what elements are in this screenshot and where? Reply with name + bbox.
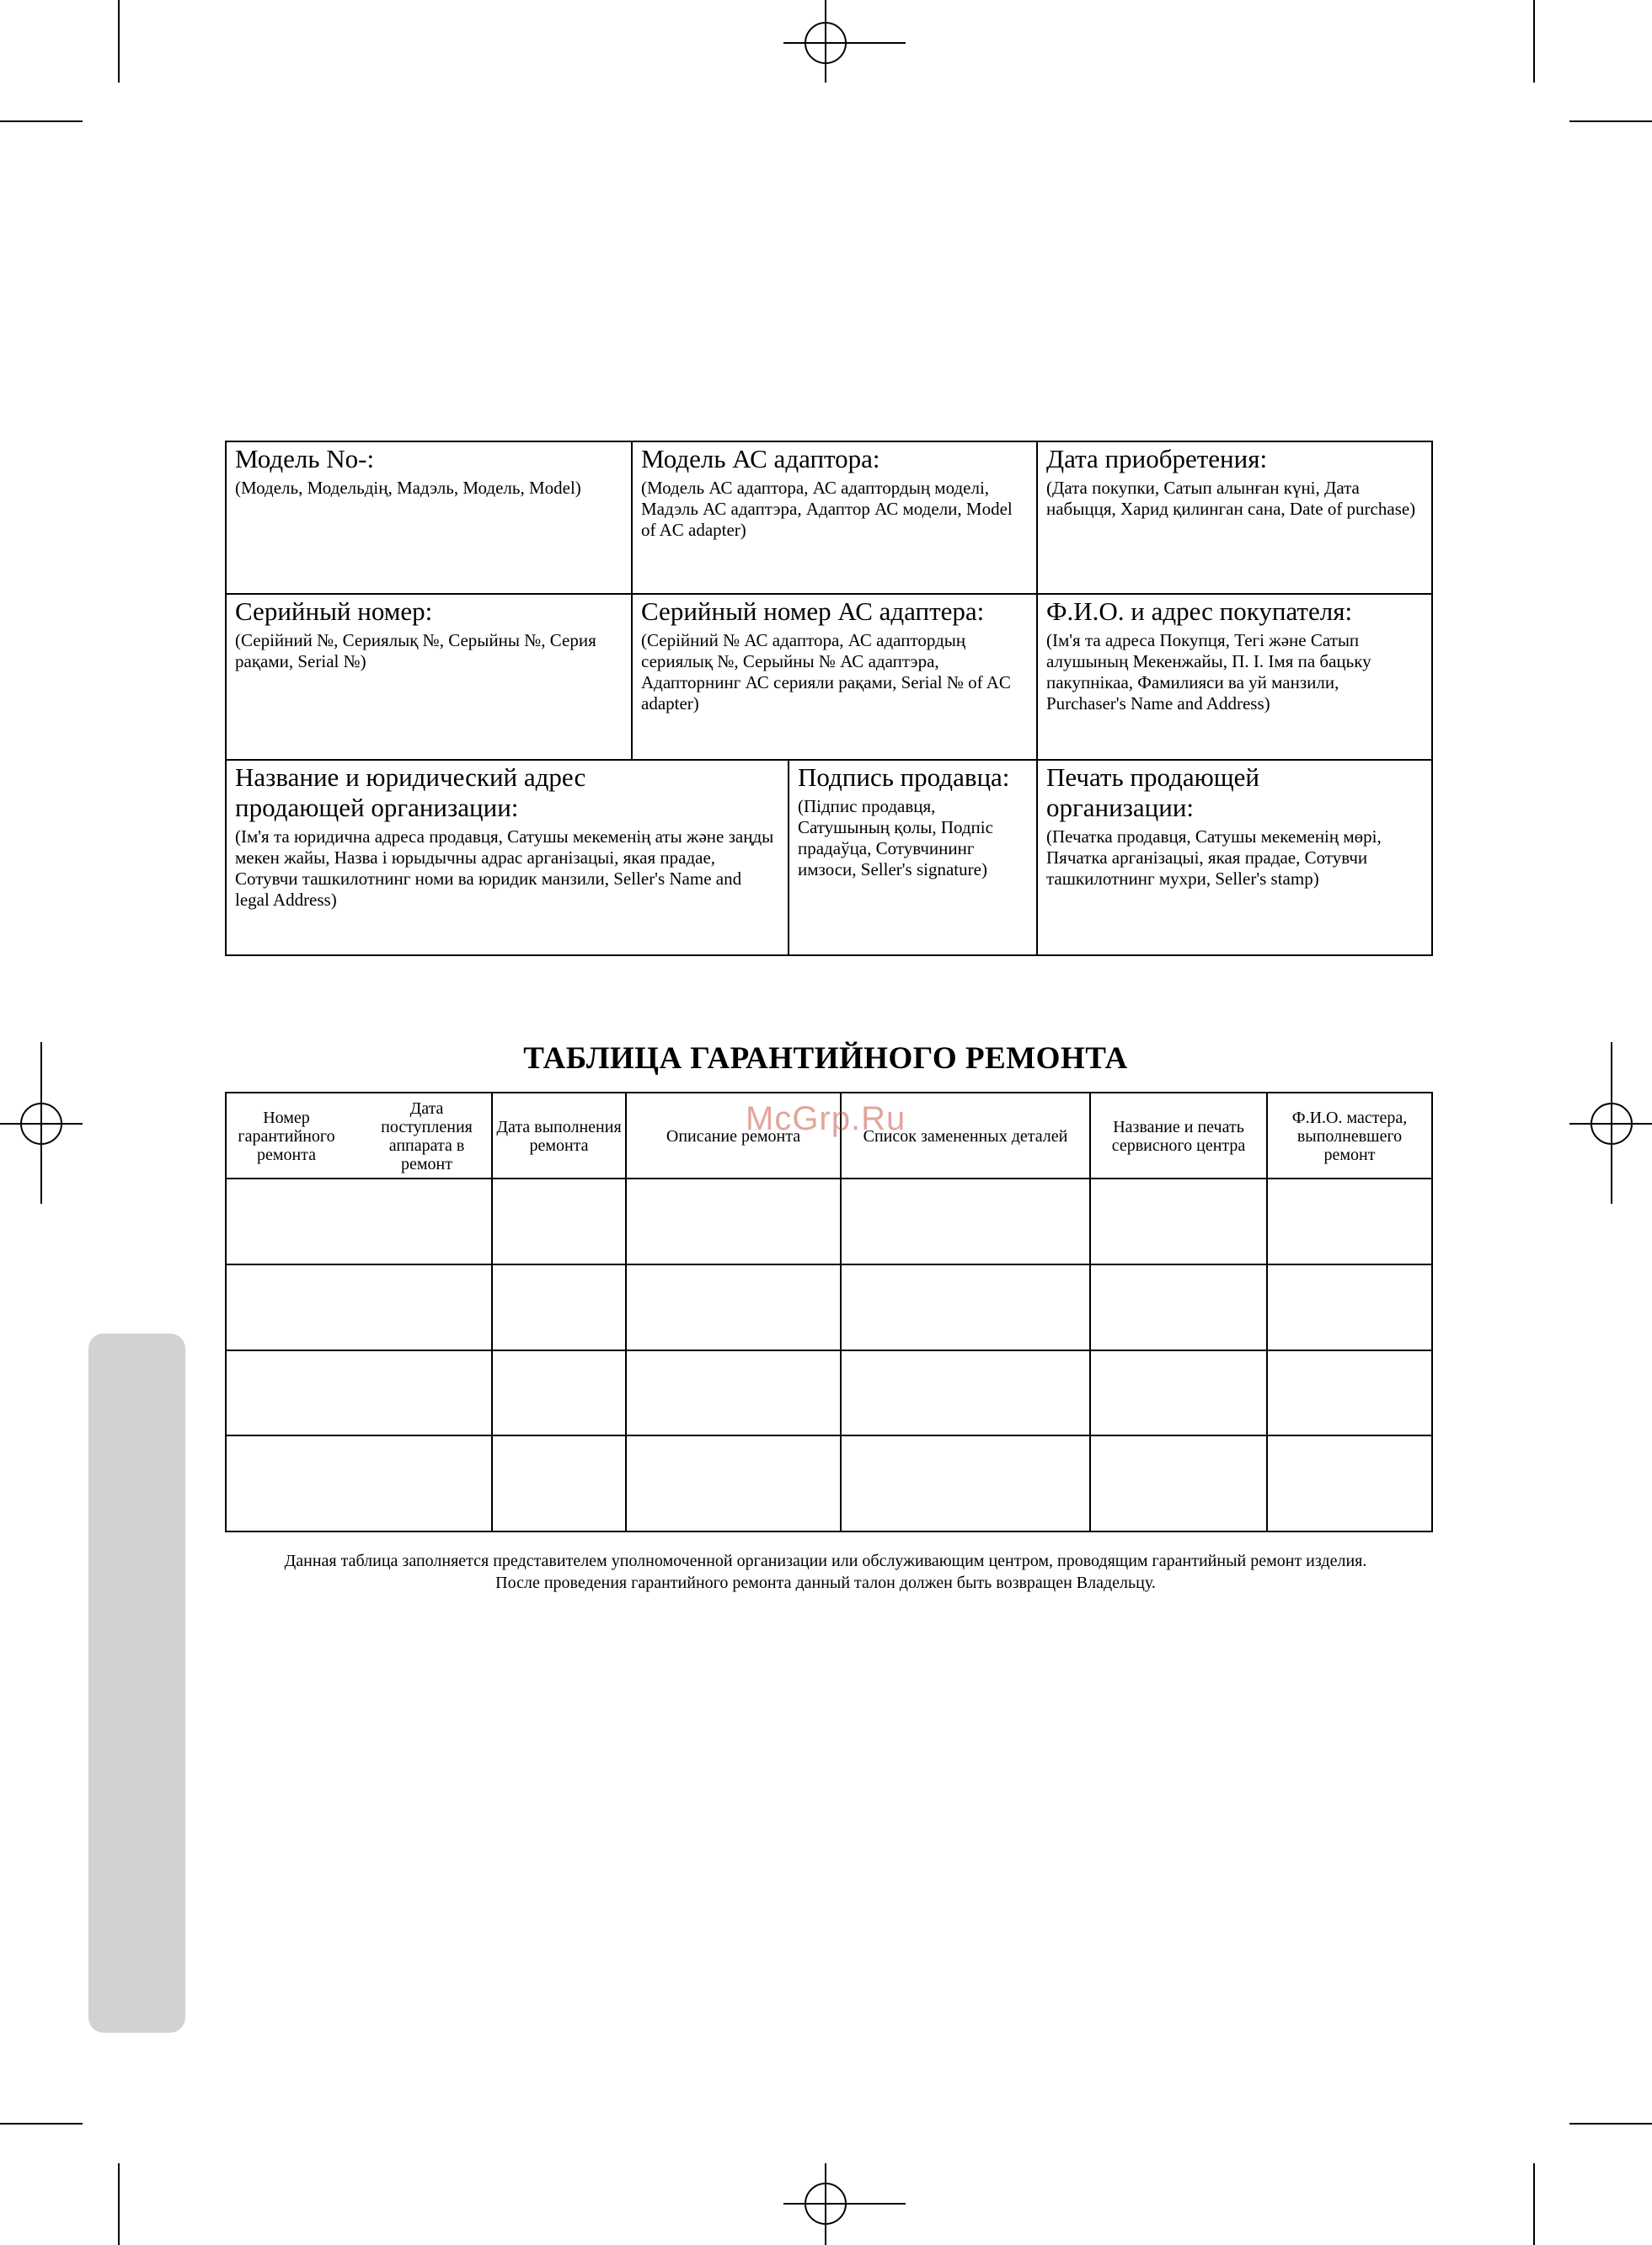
ac-model-label: Модель АС адаптора: <box>641 444 880 473</box>
purchase-date-sub: (Дата покупки, Сатып алынған күні, Дата набыцця, Харид қилинган сана, Date of purchase) <box>1046 478 1416 519</box>
seller-sign-sub: (Підпис продавця, Сатушының қолы, Подпіс прадаўца, Сотувчининг имзоси, Seller's signature) <box>798 796 993 879</box>
seller-org-sub: (Ім'я та юридична адреса продавця, Сатушы мекеменің аты және заңды мекен жайы, Назва і юрыдычны адрас арганізацыі, якая прадае, Сотувчи ташкилотнинг номи ва юридик манзили, Seller's Name and legal Address) <box>235 826 774 910</box>
header-repair-description: Описание ремонта <box>666 1127 801 1146</box>
model-label: Модель No-: <box>235 444 375 473</box>
table-row[interactable] <box>227 1265 1431 1350</box>
serial-cell[interactable] <box>227 595 631 759</box>
buyer-sub: (Ім'я та адреса Покупця, Тегі және Сатып алушының Мекенжайы, П. І. Імя па бацьку пакупнікаа, Фамилияси ва уй манзили, Purchaser's Name and Address) <box>1046 630 1371 714</box>
purchase-date-label: Дата приобретения: <box>1046 444 1268 473</box>
seller-sign-cell[interactable] <box>789 761 1036 954</box>
seller-stamp-sub: (Печатка продавця, Сатушы мекеменің мөрі, Пячатка арганізацыі, якая прадае, Сотувчи ташкилотнинг мухри, Seller's stamp) <box>1046 826 1382 889</box>
ac-serial-cell[interactable] <box>633 595 1036 759</box>
seller-org-label: Название и юридический адрес продающей организации: <box>235 762 586 822</box>
seller-sign-label: Подпись продавца: <box>798 762 1010 792</box>
model-cell[interactable] <box>227 442 631 593</box>
header-completed-date: Дата выполнения ремонта <box>496 1118 622 1155</box>
serial-sub: (Серійний №, Сериялық №, Серыйны №, Серия рақами, Serial №) <box>235 630 596 671</box>
table-row[interactable] <box>227 1436 1431 1531</box>
seller-stamp-cell[interactable] <box>1038 761 1431 954</box>
purchase-date-cell[interactable] <box>1038 442 1431 593</box>
seller-org-cell[interactable] <box>227 761 788 954</box>
seller-stamp-label: Печать продающей организации: <box>1046 762 1259 822</box>
header-received-date: Дата поступления аппарата в ремонт <box>381 1099 473 1173</box>
footnote <box>211 1550 1441 1594</box>
model-sub: (Модель, Модельдің, Мадэль, Модель, Model) <box>235 478 581 498</box>
header-repair-number: Номер гарантийного ремонта <box>238 1109 335 1164</box>
ac-serial-sub: (Серійний № АС адаптора, АС адаптордың сериялық №, Серыйны № АС адаптэра, Адапторнинг АС серияли рақами, Serial № of AC adapter) <box>641 630 1011 714</box>
footnote-line-1: Данная таблица заполняется представителем уполномоченной организации или обслуживающим центром, проводящим гарантийный ремонт изделия. <box>284 1552 1367 1570</box>
header-technician: Ф.И.О. мастера, выполневшего ремонт <box>1291 1109 1408 1164</box>
ac-serial-label: Серийный номер АС адаптера: <box>641 596 985 626</box>
table-row[interactable] <box>227 1179 1431 1264</box>
ac-model-cell[interactable] <box>633 442 1036 593</box>
footnote-line-2: После проведения гарантийного ремонта данный талон должен быть возвращен Владельцу. <box>495 1574 1156 1592</box>
header-replaced-parts: Список замененных деталей <box>863 1127 1068 1146</box>
buyer-label: Ф.И.О. и адрес покупателя: <box>1046 596 1353 626</box>
table-row[interactable] <box>227 1351 1431 1435</box>
buyer-cell[interactable] <box>1038 595 1431 759</box>
header-service-center: Название и печать сервисного центра <box>1111 1118 1246 1155</box>
ac-model-sub: (Модель АС адаптора, АС адаптордың моделі, Мадэль АС адаптэра, Адаптор АС модели, Model of AC adapter) <box>641 478 1013 540</box>
repair-table-title: ТАБЛИЦА ГАРАНТИЙНОГО РЕМОНТА <box>523 1041 1128 1076</box>
side-tab <box>88 1334 185 2033</box>
watermark: McGrp.Ru <box>746 1100 906 1137</box>
serial-label: Серийный номер: <box>235 596 433 626</box>
